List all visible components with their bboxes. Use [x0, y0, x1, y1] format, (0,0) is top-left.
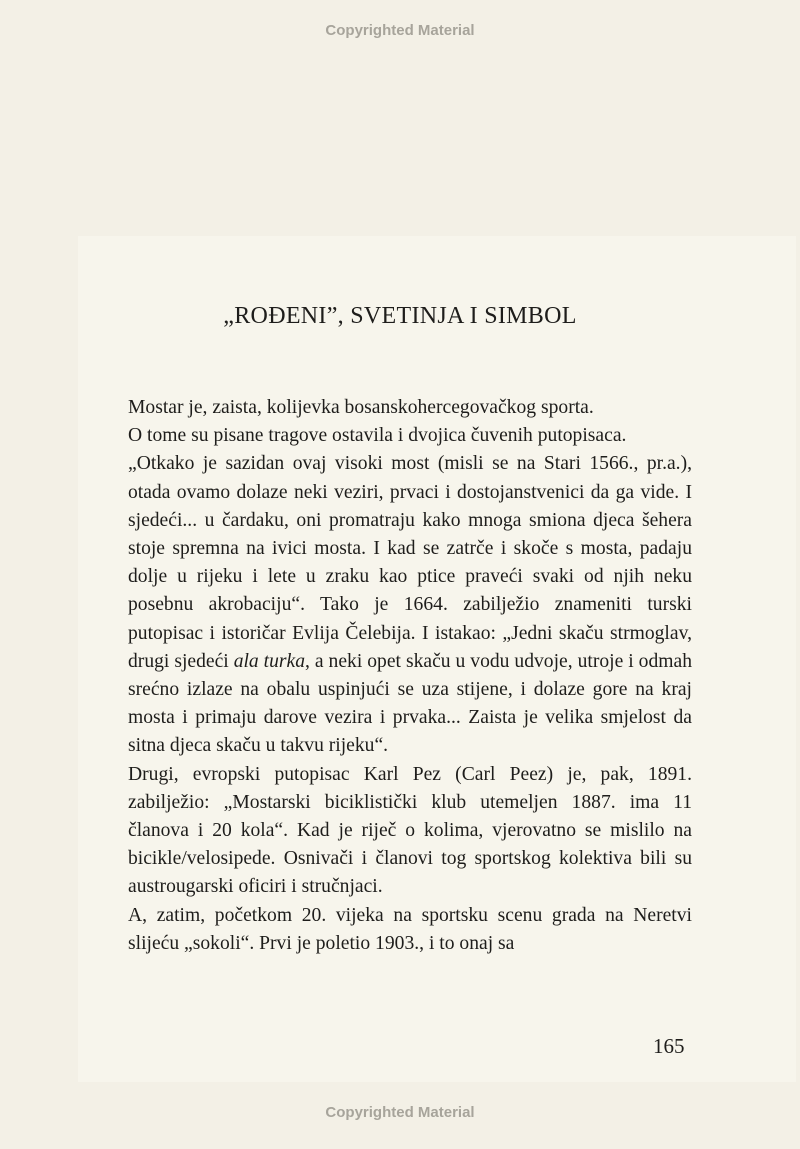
paragraph-2-text: O tome su pisane tragove ostavila i dvojica čuvenih putopisaca. — [128, 425, 627, 447]
paragraph-3 — [128, 450, 692, 760]
paragraph-3-text-b: , a neki opet skaču u vodu udvoje, utroje i odmah srećno izlaze na obalu uspinjući se uza stijene, i dolaze gore na kraj mosta i primaju darove vezira i prvaka... Zaista je velika smjelost da sitna djeca skaču u takvu rijeku“. — [128, 650, 692, 757]
copyright-watermark-bottom: Copyrighted Material — [325, 1104, 475, 1121]
paragraph-3-italic: ala turka — [233, 650, 306, 672]
paragraph-1 — [128, 394, 692, 422]
paragraph-4-text: Drugi, evropski putopisac Karl Pez (Carl Peez) je, pak, 1891. zabilježio: „Mostarski biciklistički klub utemeljen 1887. ima 11 članova i 20 kola“. Kad je riječ o kolima, vjerovatno se mislilo na bicikle/velosipede. Osnivači i članovi tog sportskog kolektiva bili su austrougarski oficiri i stručnjaci. — [128, 763, 692, 898]
paragraph-4 — [128, 761, 692, 902]
body-text — [128, 394, 692, 958]
chapter-title: „ROĐENI”, SVETINJA I SIMBOL — [223, 303, 577, 329]
page-number: 165 — [653, 1034, 685, 1058]
paragraph-5 — [128, 902, 692, 958]
paragraph-3-text-a: „Otkako je sazidan ovaj visoki most (misli se na Stari 1566., pr.a.), otada ovamo dolaze neki veziri, prvaci i dostojanstvenici da ga vide. I sjedeći... u čardaku, oni promatraju kako mnoga smiona djeca šehera stoje spremna na ivici mosta. I kad se zatrče i skoče s mosta, padaju dolje u rijeku i lete u zraku kao ptice praveći svaki od njih neku posebnu akrobaciju“. Tako je 1664. zabilježio znameniti turski putopisac i istoričar Evlija Čelebija. I istakao: „Jedni skaču strmoglav, drugi sjedeći — [128, 453, 692, 672]
paragraph-2 — [128, 422, 692, 450]
paragraph-5-text: A, zatim, početkom 20. vijeka na sportsku scenu grada na Neretvi slijeću „sokoli“. Prvi je poletio 1903., i to onaj sa — [128, 904, 692, 954]
copyright-watermark-top: Copyrighted Material — [325, 22, 475, 39]
paragraph-1-text: Mostar je, zaista, kolijevka bosanskohercegovačkog sporta. — [128, 397, 594, 418]
